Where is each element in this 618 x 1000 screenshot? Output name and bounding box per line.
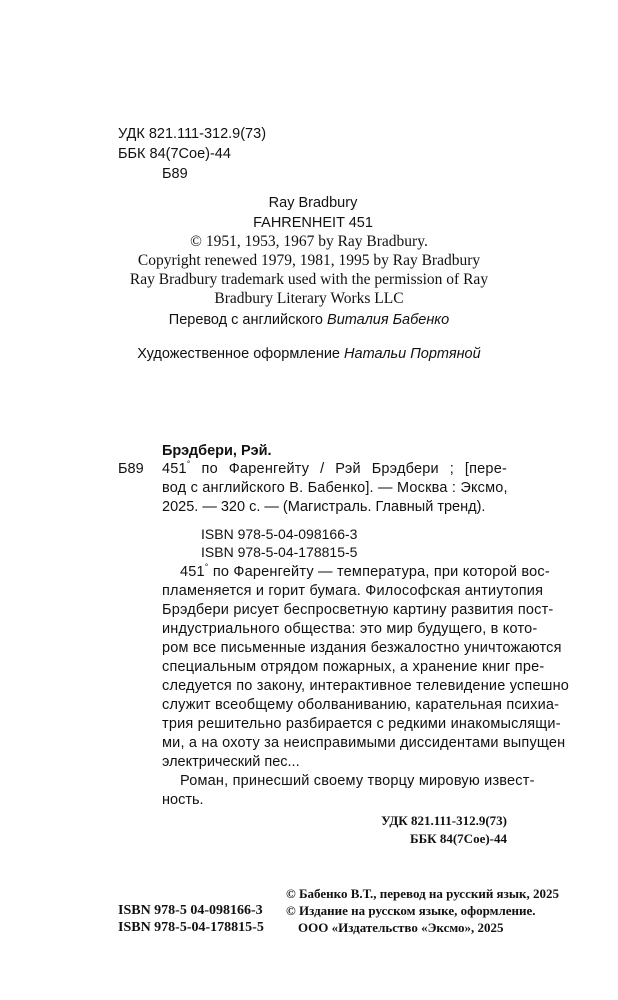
rights-line-2: © Издание на русском языке, оформление. <box>286 903 536 918</box>
catalog-mark: Б89 <box>118 461 144 477</box>
rights-line-1: © Бабенко В.Т., перевод на русский язык, 2025 <box>286 886 559 901</box>
annotation-line: специальным отрядом пожарных, а хранение книг пре- <box>162 659 545 675</box>
annotation-para2-line-1: Роман, принесший своему творцу мировую извест- <box>180 773 535 789</box>
catalog-desc-line-1: 451° по Фаренгейту / Рэй Брэдбери ; [пере- <box>162 459 507 477</box>
footer-isbn-1: ISBN 978-5 04-098166-3 <box>118 903 263 918</box>
design-credit <box>0 345 618 363</box>
annotation-line: ром все письменные издания безжалостно уничтожаются <box>162 640 562 656</box>
annotation-line: служит всеобщему оболваниванию, карательная психиа- <box>162 697 560 713</box>
annotation-line: Брэдбери рисует беспросветную картину развития пост- <box>162 602 554 618</box>
copyright-line-4: Bradbury Literary Works LLC <box>214 290 404 307</box>
original-author: Ray Bradbury <box>268 195 358 211</box>
annotation-last-line: электрический пес... <box>162 754 300 770</box>
footer-isbn-2: ISBN 978-5-04-178815-5 <box>118 920 264 935</box>
udk-code: УДК 821.111-312.9(73) <box>118 126 267 142</box>
annotation-line: трия решительно разбирается с редкими инакомыслящи- <box>162 716 561 732</box>
catalog-bbk: ББК 84(7Сое)-44 <box>409 831 507 846</box>
copyright-line-2: Copyright renewed 1979, 1981, 1995 by Ray Bradbury <box>137 252 481 269</box>
annotation-line-1: 451° по Фаренгейту — температура, при которой вос- <box>180 562 550 580</box>
catalog-udk: УДК 821.111-312.9(73) <box>381 813 507 828</box>
annotation-line: следуется по закону, интерактивное телевидение успешно <box>162 678 570 694</box>
translation-credit <box>0 311 618 329</box>
designer-name: Натальи Портяной <box>344 346 481 362</box>
catalog-desc-line-3: 2025. — 320 с. — (Магистраль. Главный тренд). <box>162 499 486 515</box>
copyright-line-3: Ray Bradbury trademark used with the permission of Ray <box>129 271 489 288</box>
translation-label: Перевод с английского <box>168 312 323 328</box>
annotation-para2-line-2: ность. <box>162 792 204 808</box>
annotation-line: ми, а на охоту за неисправимыми диссидентами выпущен <box>162 735 566 751</box>
catalog-isbn-1: ISBN 978-5-04-098166-3 <box>201 526 358 542</box>
author-mark: Б89 <box>162 166 188 182</box>
annotation-line: пламеняется и горит бумага. Философская антиутопия <box>162 583 544 599</box>
catalog-author-heading: Брэдбери, Рэй. <box>162 443 272 459</box>
catalog-isbn-2: ISBN 978-5-04-178815-5 <box>201 544 358 560</box>
bbk-code: ББК 84(7Сое)-44 <box>118 146 231 162</box>
catalog-desc-number: 451° <box>162 459 191 477</box>
original-title: FAHRENHEIT 451 <box>253 215 373 231</box>
catalog-desc-line-2: вод с английского В. Бабенко]. — Москва : Эксмо, <box>162 480 508 496</box>
rights-line-3: ООО «Издательство «Эксмо», 2025 <box>298 920 504 935</box>
design-label: Художественное оформление <box>137 346 340 362</box>
translator-name: Виталия Бабенко <box>327 312 450 328</box>
annotation-line: индустриального общества: это мир будущего, в кото- <box>162 621 538 637</box>
copyright-line-1: © 1951, 1953, 1967 by Ray Bradbury. <box>190 233 428 250</box>
